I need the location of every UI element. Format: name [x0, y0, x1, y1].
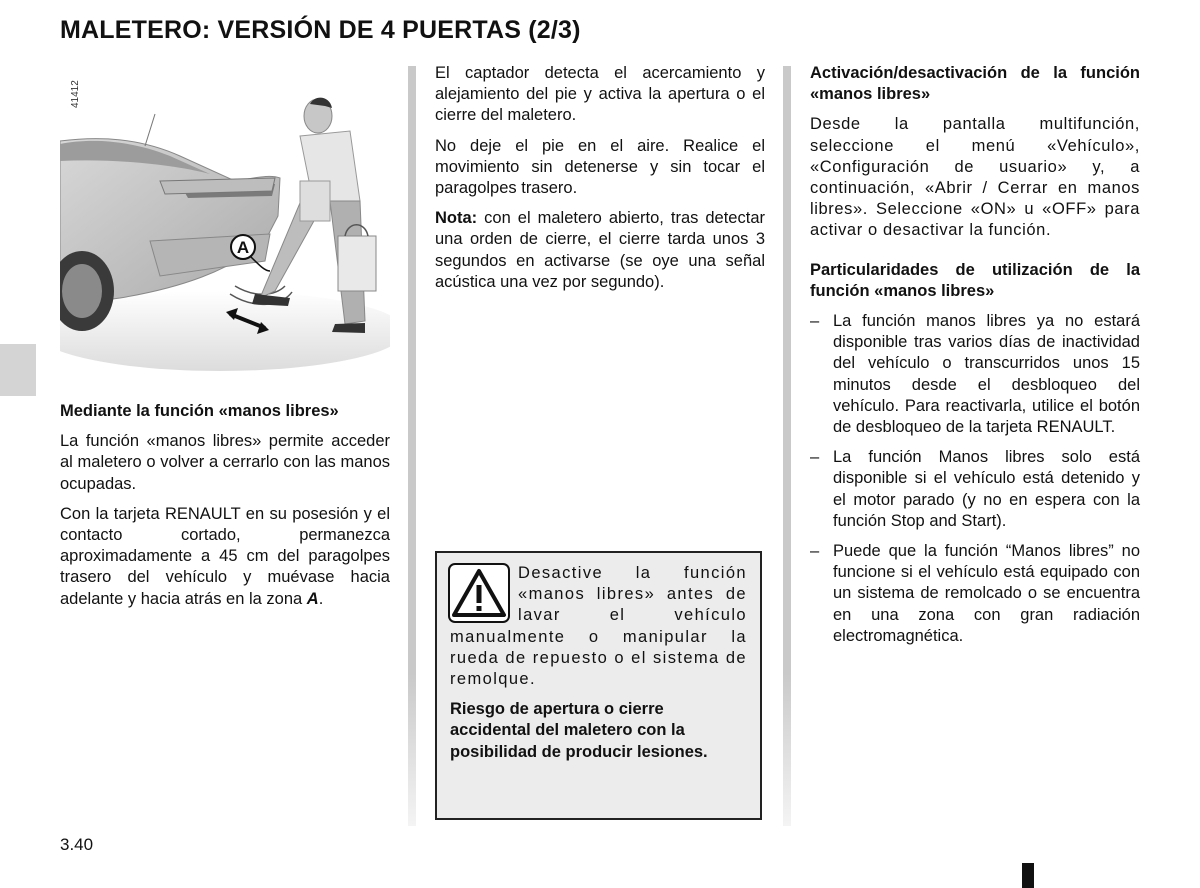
trunk-handsfree-illustration	[60, 66, 390, 371]
paragraph: Con la tarjeta RENAULT en su posesión y el contacto cortado, permanezca aproximadamente a 45 cm del paragolpes trasero del vehículo y muévase hacia adelante y hacia atrás en la zona A.	[60, 504, 390, 608]
warning-bold-text: Riesgo de apertura o cierre accidental del maletero con la posibilidad de producir lesiones.	[450, 700, 708, 761]
paragraph: La función «manos libres» permite acceder al maletero o volver a cerrarlo con las manos ocupadas.	[60, 432, 390, 493]
note-label: Nota:	[435, 209, 478, 228]
paragraph: El captador detecta el acercamiento y alejamiento del pie y activa la apertura o el cierre del maletero.	[435, 64, 765, 125]
page-number: 3.40	[60, 835, 94, 854]
page-marker	[1022, 863, 1034, 888]
column-right	[810, 63, 1140, 656]
paragraph: No deje el pie en el aire. Realice el movimiento sin detenerse y sin tocar el paragolpes trasero.	[435, 136, 765, 198]
warning-text: Desactive la función «manos libres» antes de lavar el vehículo manualmente o manipular la rueda de repuesto o el sistema de remolque.	[450, 564, 747, 689]
zone-reference: A	[306, 589, 319, 608]
column-divider	[783, 66, 791, 826]
column-divider	[408, 66, 416, 826]
section-heading: Mediante la función «manos libres»	[60, 402, 339, 420]
page-title: MALETERO: VERSIÓN DE 4 PUERTAS (2/3)	[60, 16, 581, 44]
note-paragraph: Nota: con el maletero abierto, tras detectar una orden de cierre, el cierre tarda unos 3 segundos en activarse (se oye una señal acústica una vez por segundo).	[435, 209, 765, 291]
list-item: – La función Manos libres solo está disponible si el vehículo está detenido y el motor parado (y no en espera con la función Stop and Start).	[810, 447, 1140, 532]
zone-a-marker: A	[236, 238, 250, 257]
illustration-code: 41412	[70, 80, 81, 108]
column-middle	[435, 63, 765, 302]
section-tab	[0, 344, 36, 396]
section-heading: Activación/desactivación de la función «manos libres»	[810, 64, 1140, 104]
paragraph: Desde la pantalla multifunción, seleccione el menú «Vehículo», «Configuración de usuario» y, a continuación, «Abrir / Cerrar en manos libres». Seleccione «ON» u «OFF» para activar o desactivar la función.	[810, 115, 1140, 240]
warning-box	[435, 551, 762, 820]
list-item: – La función manos libres ya no estará disponible tras varios días de inactividad del vehículo o transcurridos unos 15 minutos desde el desbloqueo del vehículo. Para reactivarla, utilice el botón de desbloqueo de la tarjeta RENAULT.	[810, 311, 1140, 438]
bullet-list	[810, 311, 1140, 647]
section-heading: Particularidades de utilización de la función «manos libres»	[810, 260, 1140, 300]
warning-triangle-icon	[448, 563, 510, 623]
list-item: – Puede que la función “Manos libres” no funcione si el vehículo está equipado con un sistema de remolcado o se encuentra en una zona con gran radiación electromagnética.	[810, 541, 1140, 647]
column-left	[60, 401, 390, 619]
